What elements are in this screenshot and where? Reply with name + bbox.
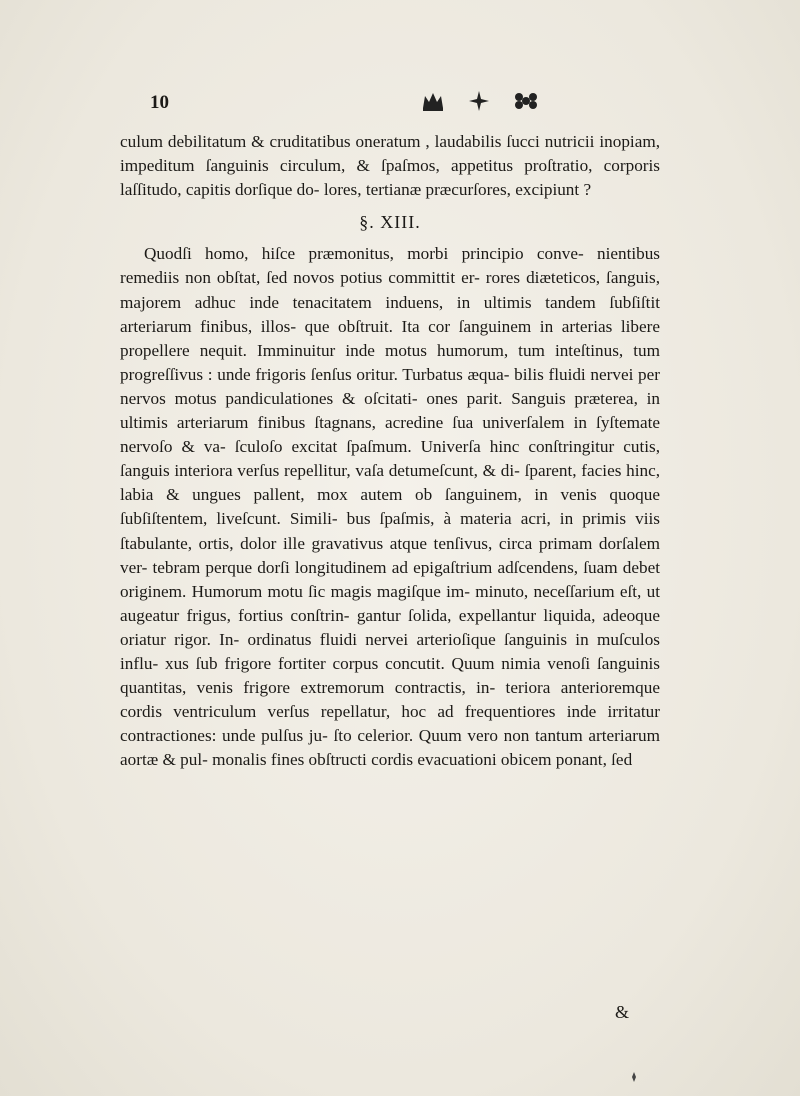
ornament-flower-icon xyxy=(512,90,540,118)
body-text xyxy=(120,130,660,772)
ornament-crown-icon xyxy=(420,90,446,118)
catchword: & xyxy=(615,1002,630,1022)
ornament-cross-icon xyxy=(468,90,490,118)
print-speck-icon xyxy=(630,1072,638,1085)
section-heading: §. XIII. xyxy=(359,212,421,233)
page-header xyxy=(150,92,710,122)
paragraph-continued: culum debilitatum & cruditatibus oneratum , laudabilis ſucci nutricii inopiam, impeditum ſanguinis circulum, & ſpaſmos, appetitus proſtratio, corporis laſſitudo, capitis dorſique do- lores, tertianæ præcurſores, excipiunt ? xyxy=(120,132,660,200)
header-ornaments xyxy=(420,90,540,118)
page-number: 10 xyxy=(150,92,169,113)
paragraph: Quodſi homo, hiſce præmonitus, morbi principio conve- nientibus remediis non obſtat, ſed novos potius committit er- rores diæteticos, ſanguis, majorem adhuc inde tenacitatem induens, in ultimis tandem ſubſiſtit arteriarum finibus, illos- que obſtruit. Ita cor ſanguinem in arterias libere propellere nequit. Imminuitur inde motus humorum, tum inteſtinus, tum progreſſivus : unde frigoris ſenſus oritur. Turbatus æqua- bilis fluidi nervei per nervos motus pandiculationes & oſcitati- ones parit. Sanguis præterea, in ultimis arteriarum finibus ſtagnans, acredine ſua univerſalem in ſyſtemate nervoſo & va- ſculoſo excitat ſpaſmum. Univerſa hinc conſtringitur cutis, ſanguis interiora verſus repellitur, vaſa detumeſcunt, & di- ſparent, facies hinc, labia & ungues pallent, mox autem ob ſanguinem, in venis quoque ſubſiſtentem, liveſcunt. Simili- bus ſpaſmis, à materia acri, in primis viis ſtabulante, ortis, dolor ille gravativus atque tenſivus, circa primam dorſalem ver- tebram perque dorſi longitudinem ad epigaſtrium adſcendens, ſuam debet originem. Humorum motu ſic magis magiſque im- minuto, neceſſarium eſt, ut augeatur frigus, fortius conſtrin- gantur ſolida, expellantur liquida, adeoque oriatur rigor. In- ordinatus fluidi nervei arterioſique ſanguinis in muſculos influ- xus ſub frigore fortiter corpus concutit. Quum nimia venoſi ſanguinis quantitas, venis frigore extremorum contractis, in- teriora anterioremque cordis ventriculum verſus repellatur, hoc ad frequentiores inde irritatur contractiones: unde pulſus ju- ſto celerior. Quum vero non tantum arteriarum aortæ & pul- monalis fines obſtructi cordis evacuationi obicem ponant, ſed xyxy=(120,244,660,770)
